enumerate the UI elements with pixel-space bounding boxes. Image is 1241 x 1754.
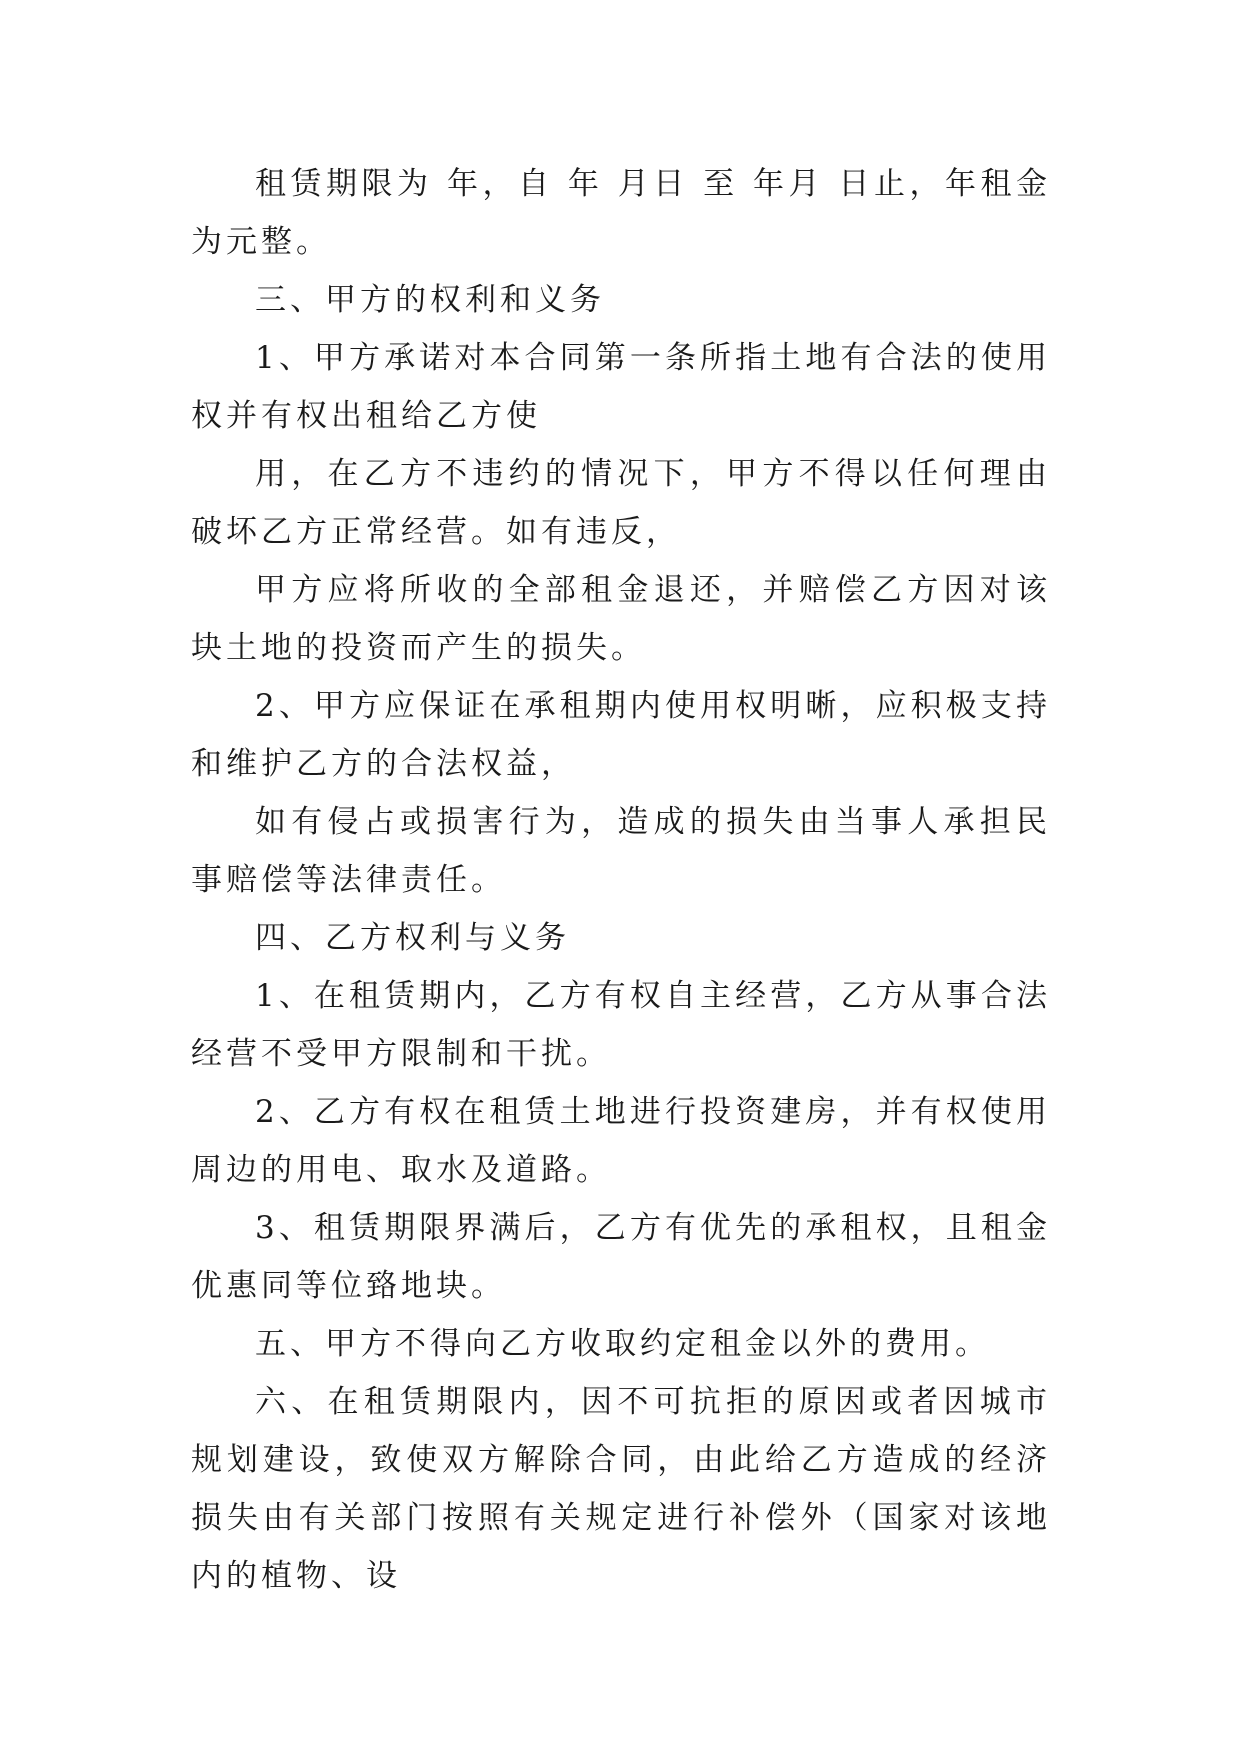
party-a-clause-1-cont-2: 甲方应将所收的全部租金退还，并赔偿乙方因对该块土地的投资而产生的损失。 (191, 572, 1051, 666)
party-b-clause-3: 3、租赁期限界满后，乙方有优先的承租权，且租金优惠同等位臵地块。 (191, 1210, 1051, 1304)
lease-term-paragraph: 租赁期限为 年，自 年 月日 至 年月 日止，年租金为元整。 (191, 166, 1051, 260)
party-b-clause-2: 2、乙方有权在租赁土地进行投资建房，并有权使用周边的用电、取水及道路。 (191, 1094, 1051, 1188)
party-b-clause-1: 1、在租赁期内，乙方有权自主经营，乙方从事合法经营不受甲方限制和干扰。 (191, 978, 1051, 1072)
section-six: 六、在租赁期限内，因不可抗拒的原因或者因城市规划建设，致使双方解除合同，由此给乙方造成的经济损失由有关部门按照有关规定进行补偿外（国家对该地内的植物、设 (191, 1384, 1051, 1594)
party-a-clause-2-cont: 如有侵占或损害行为，造成的损失由当事人承担民事赔偿等法律责任。 (191, 804, 1051, 898)
document-body (191, 155, 1051, 1605)
party-a-clause-1-cont: 用，在乙方不违约的情况下，甲方不得以任何理由破坏乙方正常经营。如有违反， (191, 456, 1051, 550)
section-five: 五、甲方不得向乙方收取约定租金以外的费用。 (255, 1326, 990, 1362)
section-heading-party-a: 三、甲方的权利和义务 (255, 282, 605, 318)
party-a-clause-1: 1、甲方承诺对本合同第一条所指土地有合法的使用权并有权出租给乙方使 (191, 340, 1051, 434)
section-heading-party-b: 四、乙方权利与义务 (255, 920, 570, 956)
party-a-clause-2: 2、甲方应保证在承租期内使用权明晰，应积极支持和维护乙方的合法权益， (191, 688, 1051, 782)
